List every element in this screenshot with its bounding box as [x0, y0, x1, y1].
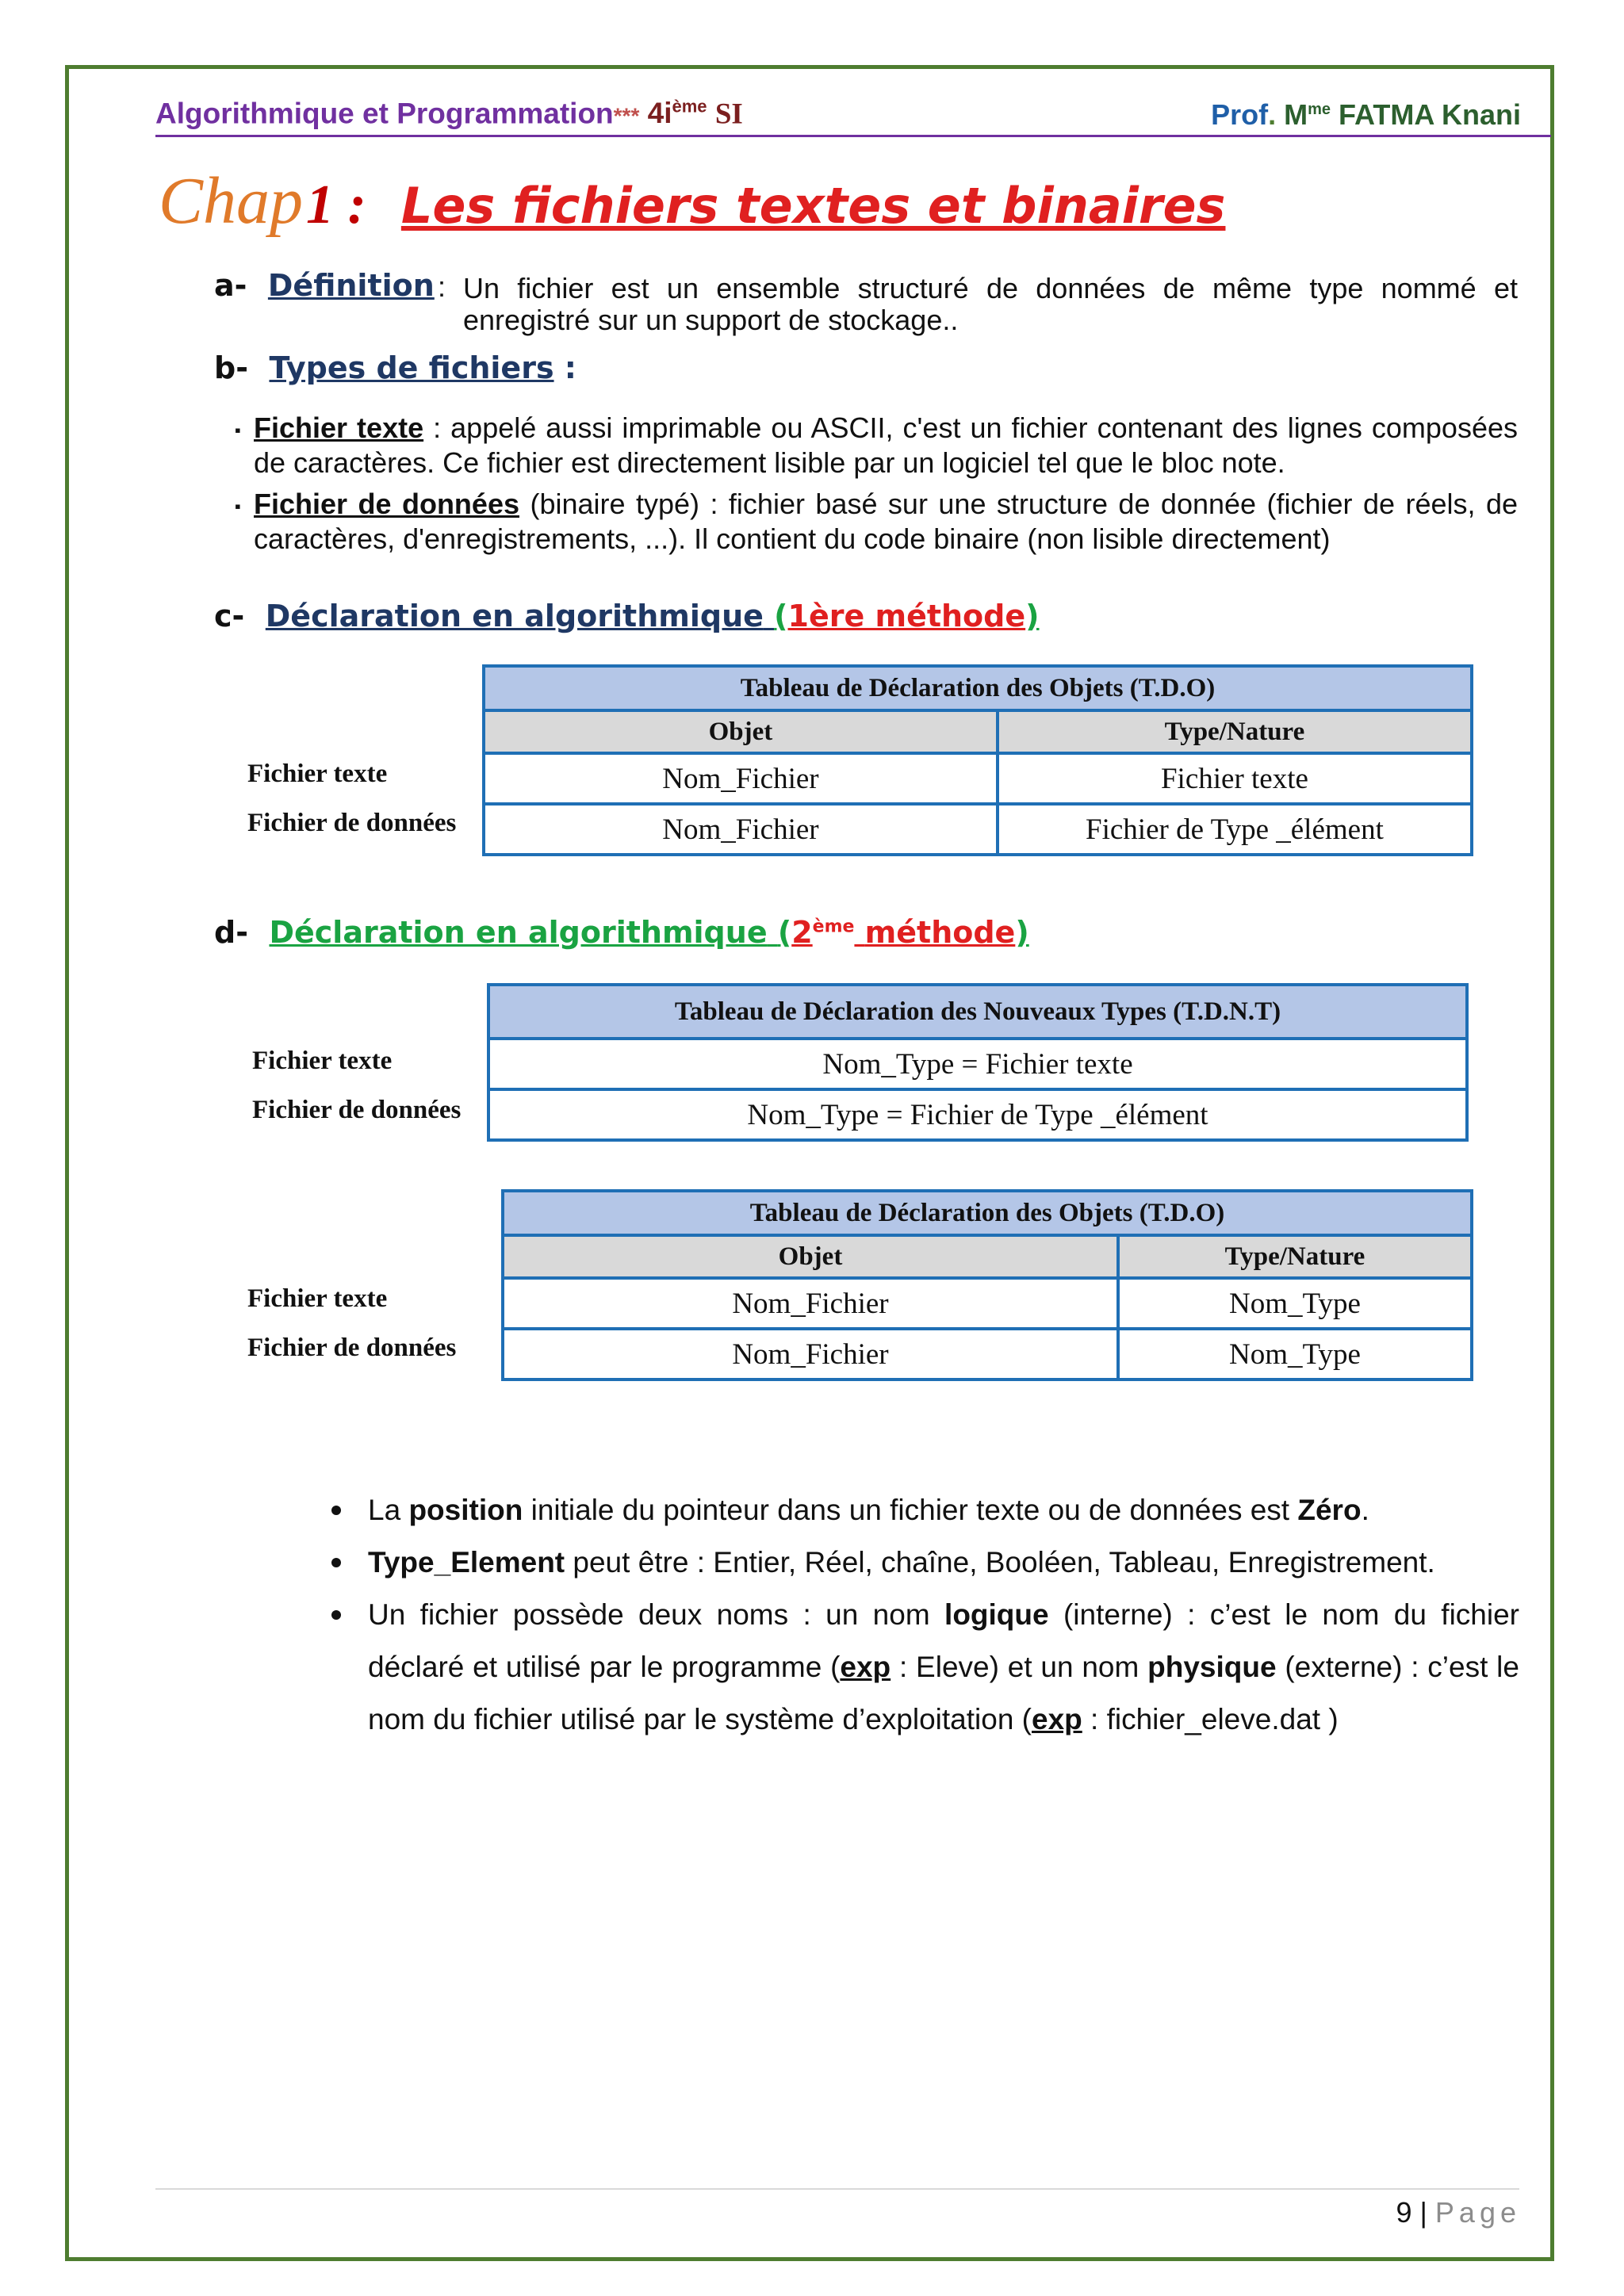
header-professor: Prof. $M^{me}$ FATMA Knani — [1211, 98, 1521, 131]
footer-rule — [155, 2188, 1519, 2190]
type-data-file: Fichier de données (binaire typé) : fichier basé sur une structure de donnée (fichier de réels, de caractères, d'enregistrements, ...). Il contient du code binaire (non lisible directement) — [254, 488, 1519, 555]
table-cell: Nom_Type = Fichier texte — [488, 1039, 1467, 1089]
column-header: Objet — [484, 710, 998, 753]
level: $4i^{ème}$ — [647, 97, 707, 130]
header-stars: *** — [613, 103, 640, 128]
square-bullet-icon: ▪ — [235, 496, 241, 516]
page-border — [65, 65, 1554, 2261]
table-cell: Nom_Type — [1118, 1278, 1472, 1329]
table-caption: Tableau de Déclaration des Objets (T.D.O) — [503, 1191, 1472, 1235]
tdo-table-2 — [501, 1189, 1473, 1381]
section-d-heading: d- Déclaration en algorithmique (2ème méthode) — [214, 915, 1029, 950]
section-a-heading: a- Définition — [214, 268, 435, 303]
chapter-title: Les fichiers textes et binaires — [400, 177, 1226, 235]
bullet-icon — [331, 1558, 341, 1567]
row-label-data-file: Fichier de données — [247, 1334, 457, 1362]
table-cell: Nom_Fichier — [484, 804, 998, 855]
row-label-text-file: Fichier texte — [247, 760, 388, 788]
page-number: 9 — [1396, 2196, 1412, 2229]
tdnt-table — [487, 983, 1469, 1142]
chapter-heading: Chap 1 : Les fichiers textes et binaires — [159, 164, 1226, 238]
professor-name: $M^{me}$ FATMA Knani — [1284, 98, 1521, 131]
bullet-icon — [331, 1506, 341, 1515]
table-cell: Nom_Fichier — [484, 753, 998, 804]
definition-text-line2: enregistré sur un support de stockage.. — [463, 304, 959, 336]
square-bullet-icon: ▪ — [235, 420, 241, 440]
section-b-heading: b- Types de fichiers : — [214, 350, 576, 385]
tdo-table-1 — [482, 664, 1473, 856]
table-cell: Nom_Fichier — [503, 1278, 1118, 1329]
type-text-file: Fichier texte : appelé aussi imprimable ou ASCII, c'est un fichier contenant des lignes composées de caractères. Ce fichier est directement lisible par un logiciel tel que le bloc note. — [254, 411, 1518, 479]
course-title: Algorithmique et Programmation — [155, 97, 614, 130]
note-position: La position initiale du pointeur dans un fichier texte ou de données est Zéro. — [368, 1494, 1369, 1526]
row-label-text-file: Fichier texte — [247, 1284, 388, 1313]
section-c-heading: c- Déclaration en algorithmique (1ère méthode) — [214, 599, 1040, 633]
header-course — [155, 97, 743, 131]
row-label-text-file: Fichier texte — [252, 1047, 393, 1075]
note-file-names: Un fichier possède deux noms : un nom logique (interne) : c’est le nom du fichier déclaré et utilisé par le programme (exp : Eleve) et un nom physique (externe) : c’est le nom du fichier utilisé par le système d’exploitation (exp : fichier_eleve.dat ) — [368, 1598, 1520, 1735]
table-cell: Fichier de Type _élément — [998, 804, 1472, 855]
row-label-data-file: Fichier de données — [247, 809, 457, 837]
table-cell: Nom_Type = Fichier de Type _élément — [488, 1089, 1467, 1140]
note-type-element: Type_Element peut être : Entier, Réel, chaîne, Booléen, Tableau, Enregistrement. — [368, 1546, 1435, 1578]
bullet-icon — [331, 1610, 341, 1620]
page-footer: 9 | Page — [1396, 2196, 1521, 2229]
column-header: Type/Nature — [1118, 1235, 1472, 1278]
column-header: Objet — [503, 1235, 1118, 1278]
header-rule — [155, 135, 1551, 137]
section-code: SI — [714, 98, 743, 131]
table-caption: Tableau de Déclaration des Nouveaux Types (T.D.N.T) — [488, 985, 1467, 1039]
row-label-data-file: Fichier de données — [252, 1096, 462, 1124]
definition-text-line1: Un fichier est un ensemble structuré de données de même type nommé et — [463, 272, 1518, 304]
table-cell: Fichier texte — [998, 753, 1472, 804]
table-cell: Nom_Type — [1118, 1329, 1472, 1380]
table-caption: Tableau de Déclaration des Objets (T.D.O) — [484, 666, 1472, 710]
table-cell: Nom_Fichier — [503, 1329, 1118, 1380]
column-header: Type/Nature — [998, 710, 1472, 753]
